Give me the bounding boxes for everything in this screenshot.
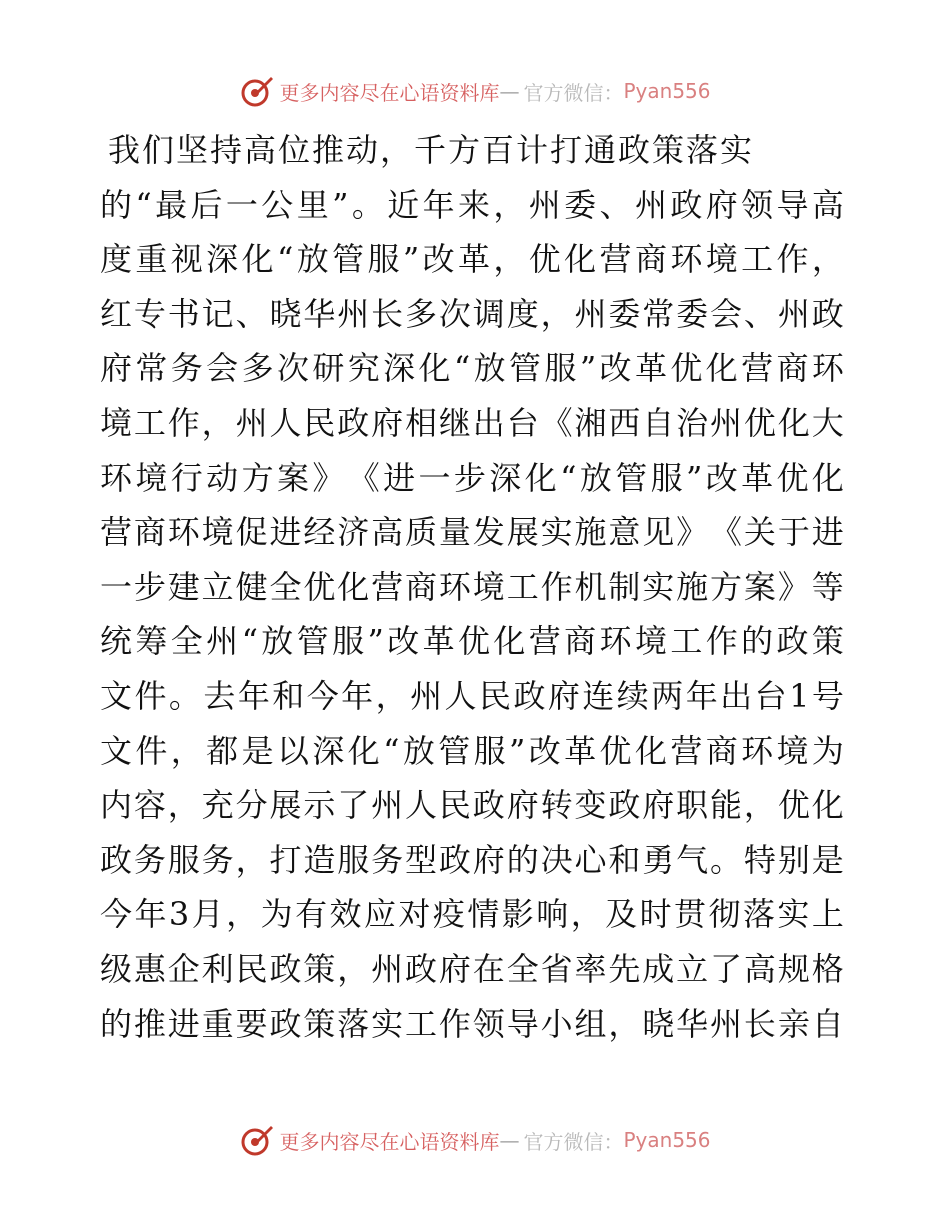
text-line: 统 筹 全 州 “ 放 管 服 ” 改 革 优 化 营 商 环 境 工 作 的 政 策: [100, 622, 844, 661]
text-line: 环 境 行 动 方 案 》 《 进 一 步 深 化 “ 放 管 服 ” 改 革 优 化: [100, 458, 844, 497]
text-line: 府 常 务 会 多 次 研 究 深 化 “ 放 管 服 ” 改 革 优 化 营 商 环: [100, 349, 844, 388]
watermark-main-text: 更多内容尽在心语资料库: [279, 1129, 500, 1154]
text-line: 我们坚持高位推动，千方百计打通政策落实: [108, 131, 755, 169]
text-line: 文 件 。 去 年 和 今 年 ， 州 人 民 政 府 连 续 两 年 出 台 1 号: [100, 676, 844, 715]
text-line: 今 年 3 月 ， 为 有 效 应 对 疫 情 影 响 ， 及 时 贯 彻 落 实 上: [100, 895, 844, 934]
text-line: 政 务 服 务 ， 打 造 服 务 型 政 府 的 决 心 和 勇 气 。 特 别 是: [100, 840, 844, 879]
text-line: 境 工 作 ， 州 人 民 政 府 相 继 出 台 《 湘 西 自 治 州 优 化 大: [100, 403, 844, 442]
text-line: 一 步 建 立 健 全 优 化 营 商 环 境 工 作 机 制 实 施 方 案 》 等: [100, 567, 844, 606]
text-line: 红 专 书 记 、 晓 华 州 长 多 次 调 度 ， 州 委 常 委 会 、 州 政: [100, 294, 844, 333]
text-line: 的 推 进 重 要 政 策 落 实 工 作 领 导 小 组 ， 晓 华 州 长 亲 自: [100, 1004, 844, 1043]
watermark-dash: —: [499, 1128, 520, 1152]
pen-logo-icon: [239, 73, 275, 109]
watermark-official-label: 官方微信：: [523, 1129, 624, 1154]
text-line: 度 重 视 深 化 “ 放 管 服 ” 改 革 ， 优 化 营 商 环 境 工 作 ，: [100, 240, 844, 279]
header-watermark: [0, 71, 950, 111]
text-line: 级 惠 企 利 民 政 策 ， 州 政 府 在 全 省 率 先 成 立 了 高 规 格: [100, 949, 844, 988]
pen-logo-icon: [239, 1122, 275, 1158]
document-body: [100, 123, 844, 1051]
footer-watermark: [0, 1120, 950, 1160]
watermark-wechat-id: Pyan556: [623, 1128, 711, 1152]
text-line: 的 “ 最 后 一 公 里 ” 。 近 年 来 ， 州 委 、 州 政 府 领 导 高: [100, 185, 844, 224]
text-line: 内 容 ， 充 分 展 示 了 州 人 民 政 府 转 变 政 府 职 能 ， 优 化: [100, 786, 844, 825]
watermark-dash: —: [499, 79, 520, 103]
text-line: 文 件 ， 都 是 以 深 化 “ 放 管 服 ” 改 革 优 化 营 商 环 境 为: [100, 731, 844, 770]
text-line: 营 商 环 境 促 进 经 济 高 质 量 发 展 实 施 意 见 》 《 关 于 进: [100, 513, 844, 552]
watermark-official-label: 官方微信：: [523, 80, 624, 105]
watermark-main-text: 更多内容尽在心语资料库: [279, 80, 500, 105]
watermark-wechat-id: Pyan556: [623, 79, 711, 103]
